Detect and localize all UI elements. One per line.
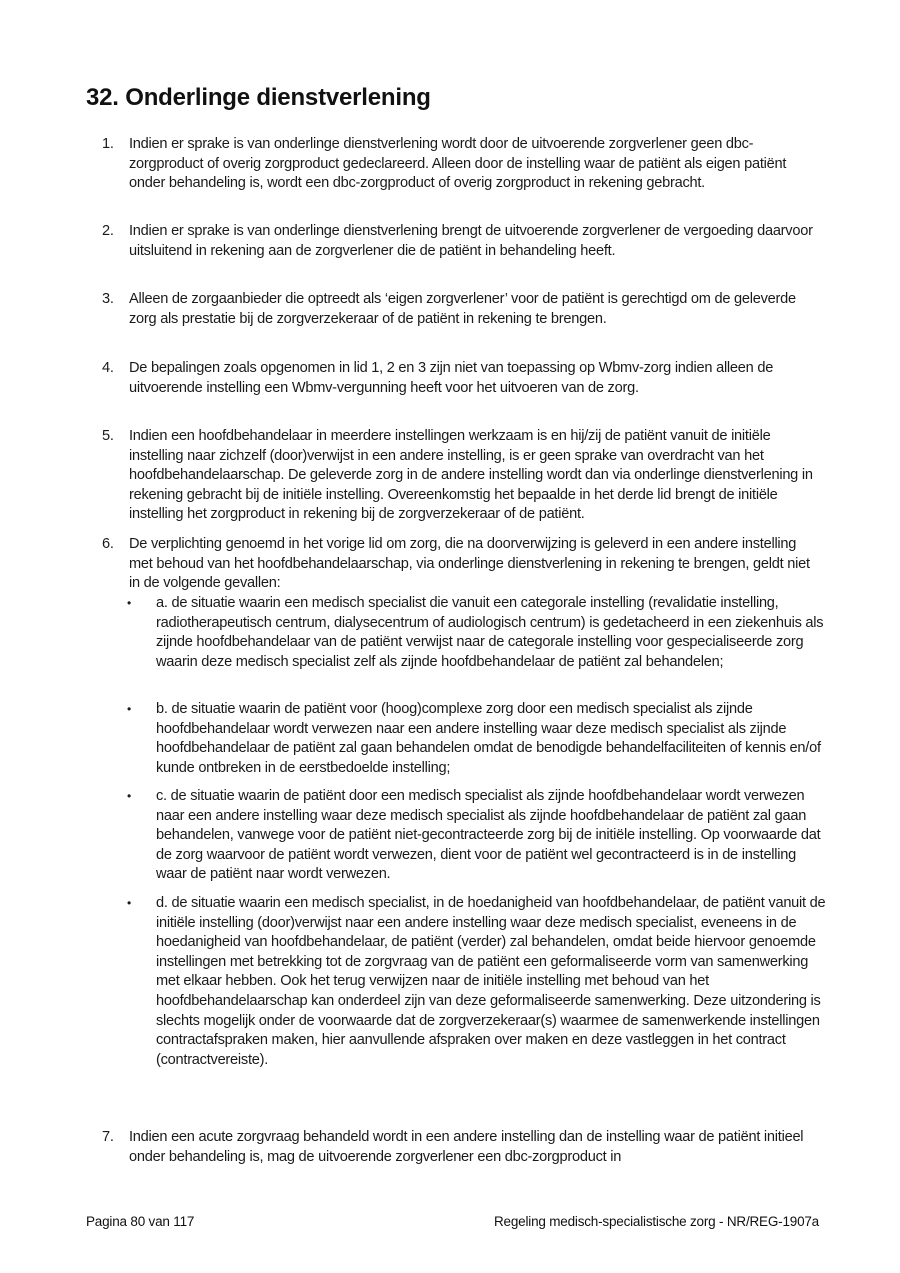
item-text: Indien een hoofdbehandelaar in meerdere instellingen werkzaam is en hij/zij de patiënt vanuit de initiële instelling naar zichzelf (door)verwijst in een andere instelling, is er geen sprake van overdracht van het hoofdbehandelaarschap. De geleverde zorg in de andere instelling wordt dan via onderlinge dienstverlening in rekening gebracht bij de initiële instelling. Overeenkomstig het bepaalde in het derde lid brengt de initiële instelling het zorgproduct in rekening bij de zorgverzekeraar of de patiënt. xyxy=(129,428,813,523)
item-number: 7. xyxy=(102,1129,114,1145)
item-text: De verplichting genoemd in het vorige lid om zorg, die na doorverwijzing is geleverd in een andere instelling met behoud van het hoofdbehandelaarschap, via onderlinge dienstverlening in rekening te brengen, geldt niet in de volgende gevallen: xyxy=(129,536,810,592)
sub-item-a xyxy=(127,594,827,672)
sub-item-text: a. de situatie waarin een medisch specialist die vanuit een categorale instelling (revalidatie instelling, radiotherapeutisch centrum, dialysecentrum of audiologisch centrum) is gedetacheerd in een ziekenhuis als zijnde hoofdbehandelaar van de patiënt verwijst naar de categorale instelling voor gespecialiseerde zorg waarin deze medisch specialist zelf als zijnde hoofdbehandelaar de patiënt zal behandelen; xyxy=(156,595,824,670)
list-item-4 xyxy=(102,359,822,398)
item-text: De bepalingen zoals opgenomen in lid 1, 2 en 3 zijn niet van toepassing op Wbmv-zorg indien alleen de uitvoerende instelling een Wbmv-vergunning heeft voor het uitvoeren van de zorg. xyxy=(129,360,774,396)
sub-item-d xyxy=(127,894,827,1070)
list-item-5 xyxy=(102,427,822,525)
item-number: 6. xyxy=(102,536,114,552)
item-text: Indien een acute zorgvraag behandeld wordt in een andere instelling dan de instelling waar de patiënt initieel onder behandeling is, mag de uitvoerende zorgverlener een dbc-zorgproduct in xyxy=(129,1129,804,1165)
bullet-icon: • xyxy=(127,896,131,910)
page-number: Pagina 80 van 117 xyxy=(86,1214,195,1229)
bullet-icon: • xyxy=(127,596,131,610)
list-item-3 xyxy=(102,290,822,329)
bullet-icon: • xyxy=(127,702,131,716)
item-text: Indien er sprake is van onderlinge dienstverlening brengt de uitvoerende zorgverlener de vergoeding daarvoor uitsluitend in rekening aan de zorgverlener die de patiënt in behandeling heeft. xyxy=(129,223,813,259)
item-number: 5. xyxy=(102,428,114,444)
item-text: Alleen de zorgaanbieder die optreedt als ‘eigen zorgverlener’ voor de patiënt is gerechtigd om de geleverde zorg als prestatie bij de zorgverzekeraar of de patiënt in rekening te brengen. xyxy=(129,291,796,327)
item-number: 2. xyxy=(102,223,114,239)
sub-item-text: b. de situatie waarin de patiënt voor (hoog)complexe zorg door een medisch specialist als zijnde hoofdbehandelaar wordt verwezen naar een andere instelling waar deze medisch specialist als zijnde hoofdbehandelaar de patiënt zal gaan behandelen omdat de benodigde behandelfaciliteiten of kennis en/of kunde ontbreken in de eerstbedoelde instelling; xyxy=(156,701,821,776)
list-item-1 xyxy=(102,135,822,194)
sub-item-text: c. de situatie waarin de patiënt door een medisch specialist als zijnde hoofdbehandelaar wordt verwezen naar een andere instelling waar deze medisch specialist als zijnde hoofdbehandelaar de patiënt zal gaan behandelen, vanwege voor de patiënt niet-gecontracteerde zorg bij de initiële instelling. Op voorwaarde dat de zorg waarvoor de patiënt wordt verwezen, dient voor de patiënt wel gecontracteerd is in de instelling waar de patiënt naar wordt verwezen. xyxy=(156,788,821,883)
item-number: 3. xyxy=(102,291,114,307)
item-number: 1. xyxy=(102,136,114,152)
list-item-7 xyxy=(102,1128,822,1167)
document-reference: Regeling medisch-specialistische zorg - NR/REG-1907a xyxy=(494,1214,819,1229)
item-number: 4. xyxy=(102,360,114,376)
sub-item-text: d. de situatie waarin een medisch specialist, in de hoedanigheid van hoofdbehandelaar, de patiënt vanuit de initiële instelling (door)verwijst naar een andere instelling waar deze medisch specialist, eveneens in de hoedanigheid van hoofdbehandelaar, de patiënt (verder) zal behandelen, omdat beide hiervoor genoemde instellingen met betrekking tot de zorgvraag van de patiënt een geformaliseerde vorm van samenwerking met elkaar hebben. Ook het terug verwijzen naar de initiële instelling met behoud van het hoofdbehandelaarschap kan onderdeel zijn van deze geformaliseerde samenwerking. Deze uitzondering is slechts mogelijk onder de voorwaarde dat de zorgverzekeraar(s) waarmee de samenwerkende instellingen contractafspraken maken, hier aanvullende afspraken over maken en deze vastleggen in het contract (contractvereiste). xyxy=(156,895,826,1068)
sub-item-b xyxy=(127,700,827,778)
list-item-2 xyxy=(102,222,822,261)
bullet-icon: • xyxy=(127,789,131,803)
item-text: Indien er sprake is van onderlinge dienstverlening wordt door de uitvoerende zorgverlener geen dbc-zorgproduct of overig zorgproduct gedeclareerd. Alleen door de instelling waar de patiënt als eigen patiënt onder behandeling is, wordt een dbc-zorgproduct of overig zorgproduct in rekening gebracht. xyxy=(129,136,787,192)
list-item-6 xyxy=(102,535,822,594)
sub-item-c xyxy=(127,787,827,885)
section-title: 32. Onderlinge dienstverlening xyxy=(86,84,431,111)
